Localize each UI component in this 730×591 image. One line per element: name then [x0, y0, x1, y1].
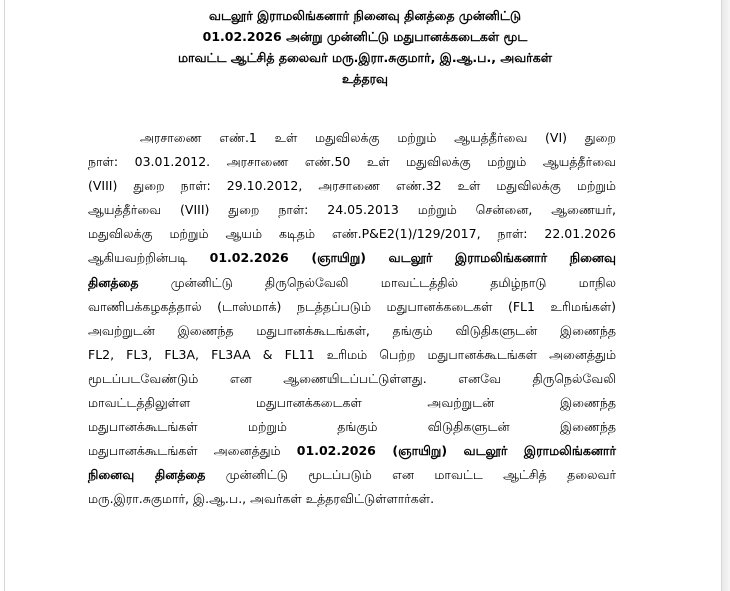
bold-text: நினைவு தினத்தை [88, 467, 206, 483]
body-text: முன்னிட்டு திருநெல்வேலி மாவட்டத்தில் தமிழ்நாடு மாநில [138, 274, 616, 290]
body-line [88, 222, 616, 246]
body-text: மதுபானக்கூடங்கள் மற்றும் தங்கும் விடுதிகளுடன் இணைந்த [88, 419, 616, 435]
body-text: ஆயத்தீர்வை (VIII) துறை நாள்: 24.05.2013 மற்றும் சென்னை, ஆணையர், [88, 202, 616, 218]
bold-text: 01.02.2026 (ஞாயிறு) வடலூர் இராமலிங்கனார் [296, 443, 616, 459]
body-text: அரசாணை எண்.1 உள் மதுவிலக்கு மற்றும் ஆயத்தீர்வை (VI) துறை [140, 130, 616, 145]
body-line [88, 391, 616, 415]
body-line [88, 246, 616, 270]
body-line [88, 367, 616, 391]
body-text: அவற்றுடன் இணைந்த மதுபானக்கூடங்கள், தங்கும் விடுதிகளுடன் இணைந்த [88, 322, 616, 338]
body-text: மூடப்படவேண்டும் என ஆணையிடப்பட்டுள்ளது. எனவே திருநெல்வேலி [88, 370, 616, 386]
body-line [88, 439, 616, 463]
body-line [88, 150, 616, 174]
document-heading [0, 5, 730, 89]
body-line [88, 198, 616, 222]
body-line [88, 174, 616, 198]
body-line [88, 487, 616, 511]
bold-text: தினத்தை [88, 274, 139, 290]
body-text: முன்னிட்டு மூடப்படும் என மாவட்ட ஆட்சித் தலைவர் [205, 467, 617, 483]
body-line [88, 271, 616, 295]
body-line [88, 126, 616, 150]
body-line [88, 463, 616, 487]
body-text: ஆகியவற்றின்படி [88, 250, 210, 266]
body-line [88, 343, 616, 367]
order-body [88, 126, 616, 512]
body-text: FL2, FL3, FL3A, FL3AA & FL11 உரிமம் பெற்ற மதுபானக்கூடங்கள் அனைத்தும் [88, 346, 616, 362]
body-text: வாணிபக்கழகத்தால் (டாஸ்மாக்) நடத்தப்படும் மதுபானக்கடைகள் (FL1 உரிமங்கள்) [88, 298, 616, 314]
body-text: மரு.இரா.சுகுமார், இ.ஆ.ப., அவர்கள் உத்தரவிட்டுள்ளார்கள். [88, 491, 435, 507]
body-line [88, 415, 616, 439]
heading-line-4: உத்தரவு [341, 71, 389, 86]
body-line [88, 319, 616, 343]
body-line [88, 295, 616, 319]
heading-line-3: மாவட்ட ஆட்சித் தலைவர் மரு.இரா.சுகுமார், இ.ஆ.ப., அவர்கள் [177, 50, 552, 65]
body-text: மதுபானக்கூடங்கள் அனைத்தும் [88, 443, 297, 459]
body-text: மதுவிலக்கு மற்றும் ஆயம் கடிதம் எண்.P&E2(1)/129/2017, நாள்: 22.01.2026 [88, 226, 616, 242]
heading-line-2: 01.02.2026 அன்று முன்னிட்டு மதுபானக்கடைகள் மூட [202, 29, 528, 44]
heading-line-1: வடலூர் இராமலிங்கனார் நினைவு தினத்தை முன்னிட்டு [208, 8, 521, 23]
body-text: மாவட்டத்திலுள்ள மதுபானக்கடைகள் அவற்றுடன் இணைந்த [88, 395, 616, 411]
body-text: நாள்: 03.01.2012. அரசாணை எண்.50 உள் மதுவிலக்கு மற்றும் ஆயத்தீர்வை [88, 154, 616, 170]
bold-text: 01.02.2026 (ஞாயிறு) வடலூர் இராமலிங்கனார் நினைவு [209, 250, 617, 266]
body-text: (VIII) துறை நாள்: 29.10.2012, அரசாணை எண்.32 உள் மதுவிலக்கு மற்றும் [88, 178, 616, 194]
